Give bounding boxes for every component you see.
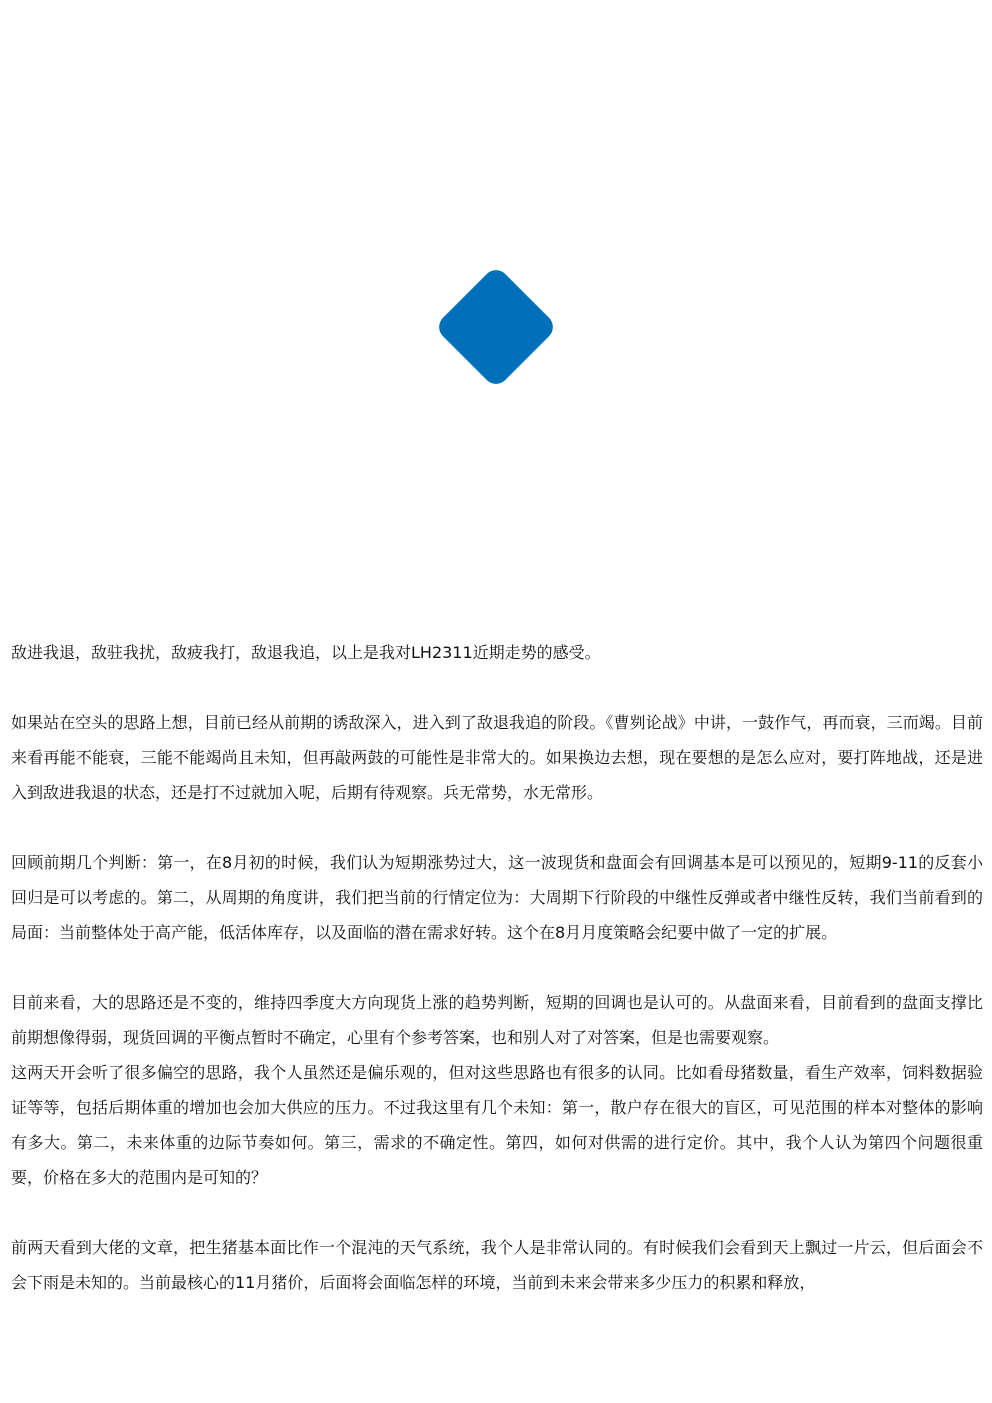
paragraph-intro: 敌进我退，敌驻我扰，敌疲我打，敌退我追，以上是我对LH2311近期走势的感受。 bbox=[11, 643, 601, 662]
paragraph-spacer bbox=[11, 1195, 983, 1230]
paragraph-bear-view: 如果站在空头的思路上想，目前已经从前期的诱敌深入，进入到了敌退我追的阶段。《曹刿论战》中讲，一鼓作气，再而衰，三而竭。目前来看再能不能衰，三能不能竭尚且未知，但再敲两鼓的可能性是非常大的。如果换边去想，现在要想的是怎么应对，要打阵地战，还是进入到敌进我退的状态，还是打不过就加入呢，后期有待观察。兵无常势，水无常形。 bbox=[11, 713, 983, 802]
paragraph-chaos-system: 前两天看到大佬的文章，把生猪基本面比作一个混沌的天气系统，我个人是非常认同的。有时候我们会看到天上飘过一片云，但后面会不会下雨是未知的。当前最核心的11月猪价，后面将会面临怎样的环境，当前到未来会带来多少压力的积累和释放， bbox=[11, 1238, 983, 1292]
diamond-shape bbox=[434, 265, 558, 389]
paragraph-spacer bbox=[11, 950, 983, 985]
paragraph-meeting-notes: 这两天开会听了很多偏空的思路，我个人虽然还是偏乐观的，但对这些思路也有很多的认同。比如看母猪数量，看生产效率，饲料数据验证等等，包括后期体重的增加也会加大供应的压力。不过我这里有几个未知：第一，散户存在很大的盲区，可见范围的样本对整体的影响有多大。第二，未来体重的边际节奏如何。第三，需求的不确定性。第四，如何对供需的进行定价。其中，我个人认为第四个问题很重要，价格在多大的范围内是可知的？ bbox=[11, 1063, 983, 1187]
article-body bbox=[11, 635, 983, 1300]
paragraph-spacer bbox=[11, 810, 983, 845]
blue-diamond-icon bbox=[425, 256, 567, 398]
paragraph-spacer bbox=[11, 670, 983, 705]
logo bbox=[425, 256, 567, 398]
paragraph-current-view: 目前来看，大的思路还是不变的，维持四季度大方向现货上涨的趋势判断，短期的回调也是认可的。从盘面来看，目前看到的盘面支撑比前期想像得弱，现货回调的平衡点暂时不确定，心里有个参考答案，也和别人对了对答案，但是也需要观察。 bbox=[11, 993, 983, 1047]
paragraph-review: 回顾前期几个判断：第一，在8月初的时候，我们认为短期涨势过大，这一波现货和盘面会有回调基本是可以预见的，短期9-11的反套小回归是可以考虑的。第二，从周期的角度讲，我们把当前的行情定位为：大周期下行阶段的中继性反弹或者中继性反转，我们当前看到的局面：当前整体处于高产能，低活体库存，以及面临的潜在需求好转。这个在8月月度策略会纪要中做了一定的扩展。 bbox=[11, 853, 983, 942]
